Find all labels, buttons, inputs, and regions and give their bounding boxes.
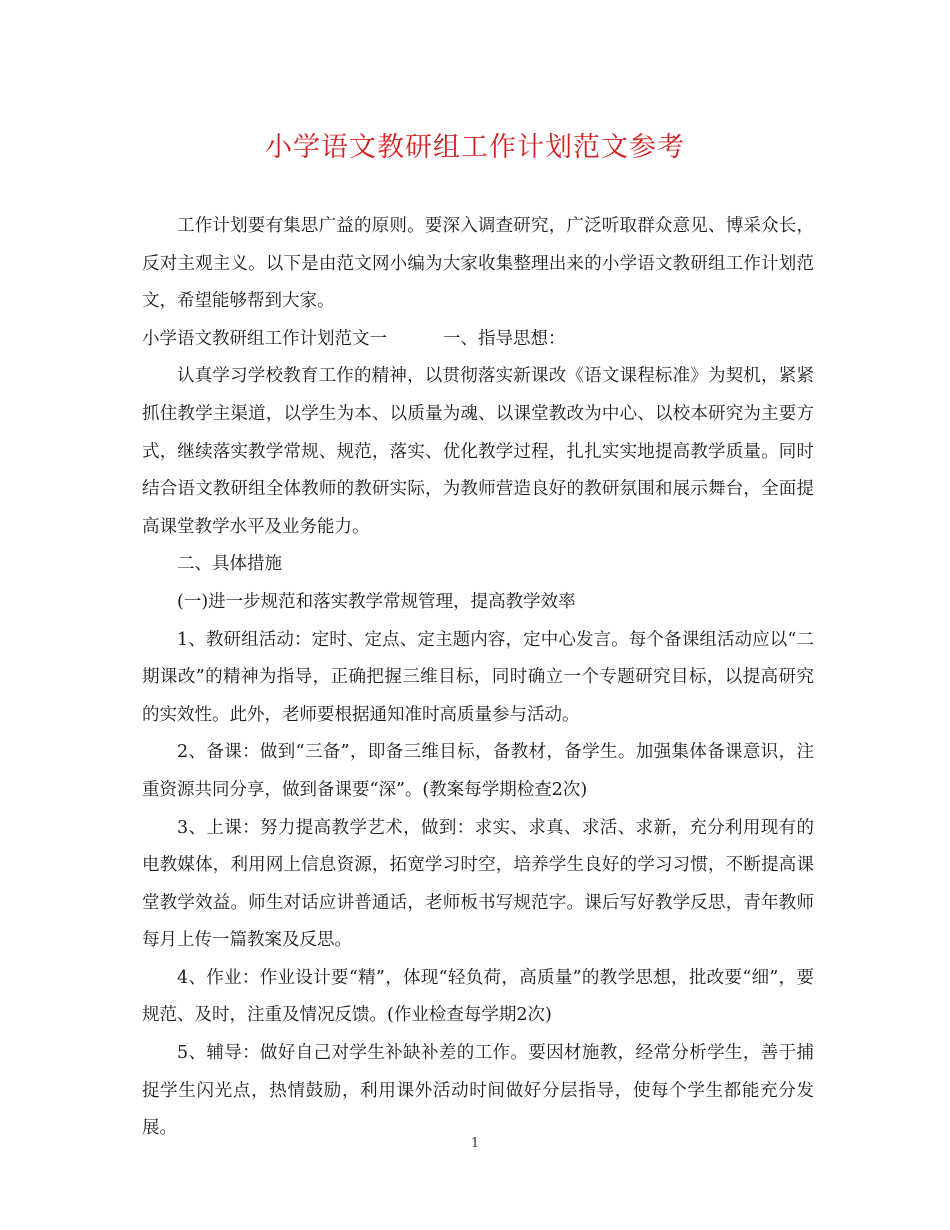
subsection-heading: (一)进一步规范和落实教学常规管理，提高教学效率 [177, 591, 576, 612]
document-title: 小学语文教研组工作计划范文参考 [265, 132, 685, 163]
page-number: 1 [470, 1136, 480, 1151]
measure-item-1: 1、教研组活动：定时、定点、定主题内容，定中心发言。每个备课组活动应以“二期课改”的精神为指导，正确把握三维目标，同时确立一个专题研究目标，以提高研究的实效性。此外，老师要根据通知准时高质量参与活动。 [142, 629, 814, 725]
section-heading-line [142, 321, 814, 359]
guiding-ideology-paragraph: 认真学习学校教育工作的精神，以贯彻落实新课改《语文课程标准》为契机，紧紧抓住教学主渠道，以学生为本、以质量为魂、以课堂教改为中心、以校本研究为主要方式，继续落实教学常规、规范，落实、优化教学过程，扎扎实实地提高教学质量。同时结合语文教研组全体教师的教研实际，为教师营造良好的教研氛围和展示舞台，全面提高课堂教学水平及业务能力。 [142, 366, 814, 537]
document-body [142, 208, 814, 1148]
intro-paragraph: 工作计划要有集思广益的原则。要深入调查研究，广泛听取群众意见、博采众长，反对主观主义。以下是由范文网小编为大家收集整理出来的小学语文教研组工作计划范文，希望能够帮到大家。 [142, 216, 814, 312]
measure-item-4: 4、作业：作业设计要“精”，体现“轻负荷，高质量”的教学思想，批改要“细”，要规范、及时，注重及情况反馈。(作业检查每学期2次) [142, 967, 814, 1026]
section-heading-measures: 二、具体措施 [177, 554, 282, 575]
measure-item-2: 2、备课：做到“三备”，即备三维目标，备教材，备学生。加强集体备课意识，注重资源共同分享，做到备课要“深”。(教案每学期检查2次) [142, 742, 814, 800]
measure-item-3: 3、上课：努力提高教学艺术，做到：求实、求真、求活、求新，充分利用现有的电教媒体，利用网上信息资源，拓宽学习时空，培养学生良好的学习习惯，不断提高课堂教学效益。师生对话应讲普通话，老师板书写规范字。课后写好教学反思，青年教师每月上传一篇教案及反思。 [142, 817, 814, 951]
measure-item-5: 5、辅导：做好自己对学生补缺补差的工作。要因材施教，经常分析学生，善于捕捉学生闪光点，热情鼓励，利用课外活动时间做好分层指导，使每个学生都能充分发展。 [142, 1043, 814, 1139]
section-heading-guiding-ideology: 一、指导思想： [443, 328, 566, 349]
plan-subtitle: 小学语文教研组工作计划范文一 [142, 328, 387, 349]
